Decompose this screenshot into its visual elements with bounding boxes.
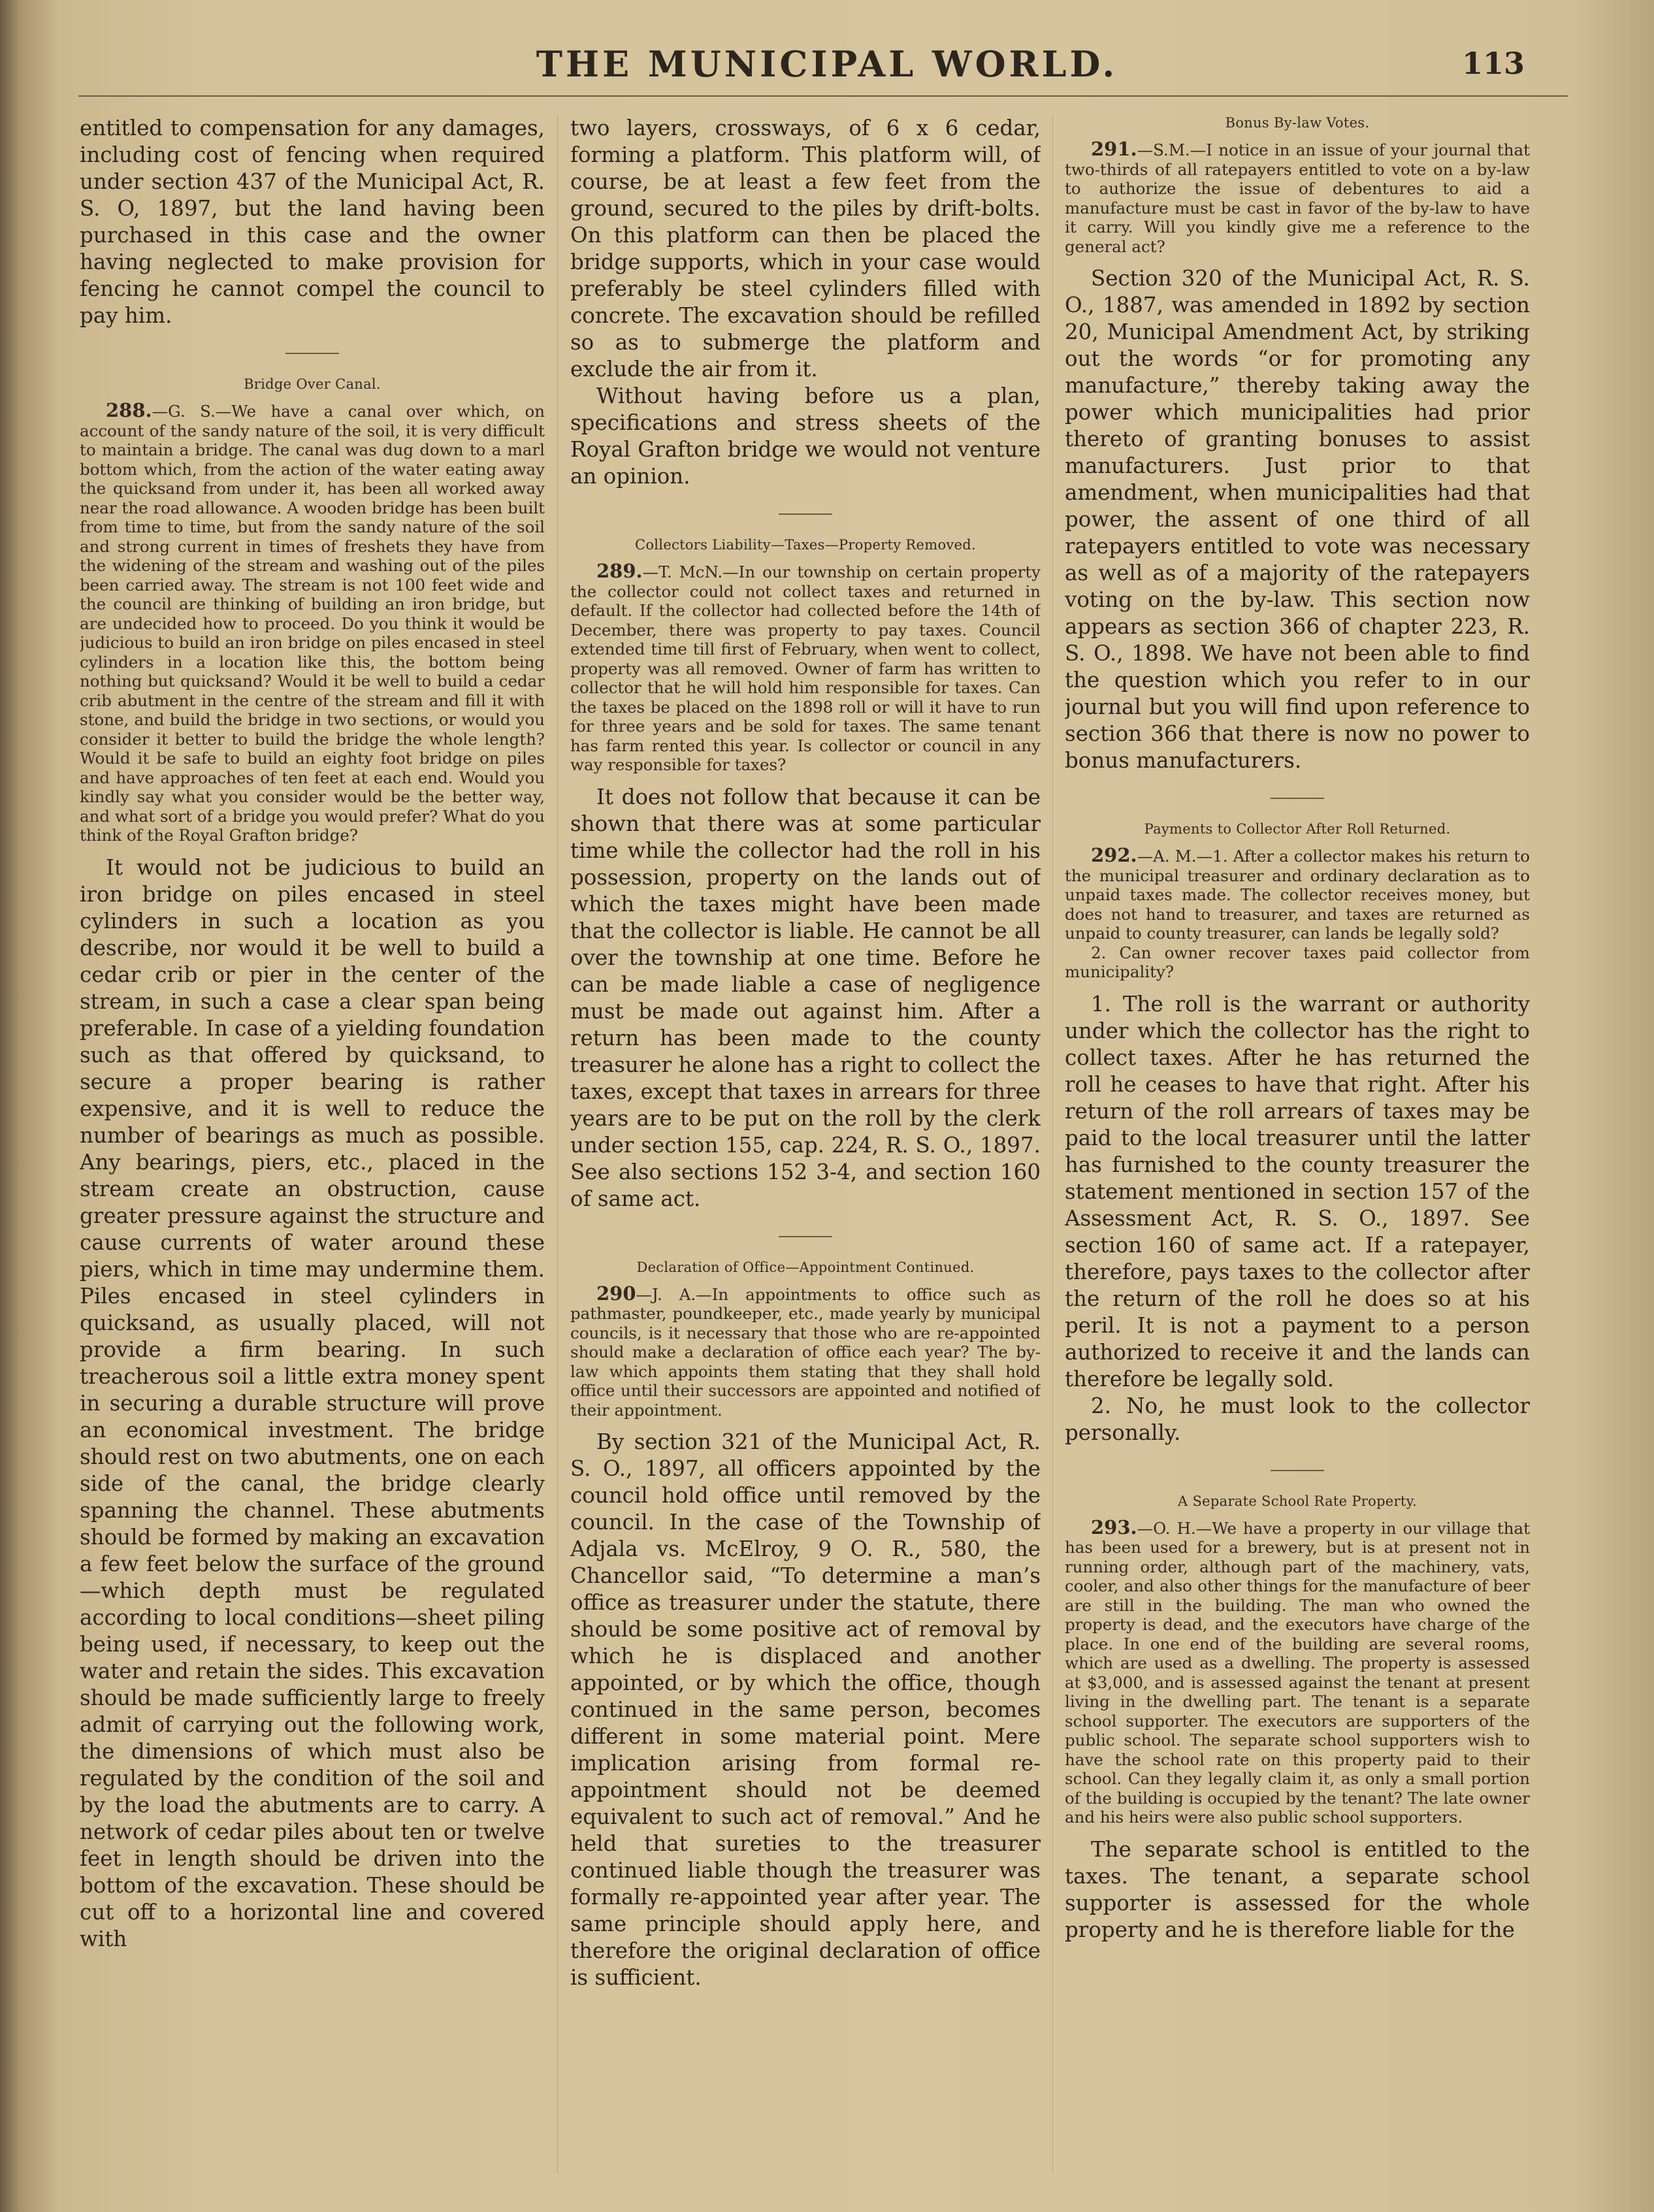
header-rule: [78, 95, 1568, 97]
answer-paragraph: Without having before us a plan, specifications and stress sheets of the Royal Grafton bridge we would not venture an opinion.: [570, 383, 1041, 489]
question-293: [1065, 1518, 1530, 1827]
question-text: —S.M.—I notice in an issue of your journal that two-thirds of all ratepayers entitled to vote on a by-law to authorize the issue of debentures to aid a manufacture must be cast in favor of the by-law to have it carry. Will you kindly give me a reference to the general act?: [1065, 140, 1530, 256]
question-290: [570, 1284, 1041, 1420]
column-separator: [557, 115, 558, 2173]
column-separator: [1052, 115, 1053, 2173]
section-heading-291: Bonus By-law Votes.: [1225, 115, 1370, 131]
question-292: [1065, 846, 1530, 943]
question-291: [1065, 140, 1530, 256]
question-288: [80, 401, 545, 845]
question-292-part-2: 2. Can owner recover taxes paid collector from municipality?: [1065, 943, 1530, 981]
column-2: [570, 115, 1041, 2179]
question-number: 290: [596, 1282, 636, 1305]
continued-paragraph: entitled to compensation for any damages, including cost of fencing when required under section 437 of the Municipal Act, R. S. O, 1897, but the land having been purchased in this case and the owner having neglected to make provision for fencing he cannot compel the council to pay him.: [80, 116, 545, 328]
continued-paragraph: two layers, crossways, of 6 x 6 cedar, forming a platform. This platform will, of course, be at least a few feet from the ground, secured to the piles by drift-bolts. On this platform can then be placed the bridge supports, which in your case would preferably be steel cylinders filled with concrete. The excavation should be refilled so as to submerge the platform and exclude the air from it.: [570, 116, 1041, 382]
answer-290: By section 321 of the Municipal Act, R. S. O., 1897, all officers appointed by the council hold office until removed by the council. In the case of the Township of Adjala vs. McElroy, 9 O. R., 580, the Chancellor said, “To determine a man’s office as treasurer under the statute, there should be some positive act of removal by which he is displaced and another appointed, or by which the office, though continued in the same person, becomes different in some material point. Mere implication arising from formal re-appointment should not be deemed equivalent to such act of removal.” And he held that sureties to the treasurer continued liable though the treasurer was formally re-appointed year after year. The same principle should apply here, and therefore the original declaration of office is sufficient.: [570, 1429, 1041, 1990]
section-divider: [285, 353, 339, 354]
column-3: [1065, 115, 1530, 2179]
question-text: —G. S.—We have a canal over which, on account of the sandy nature of the soil, it is very difficult to maintain a bridge. The canal was dug down to a marl bottom which, from the action of the water eating away the quicksand from under it, has been all worked away near the road allowance. A wooden bridge has been built from time to time, but from the sandy nature of the soil and strong current in times of freshets they have from the widening of the stream and washing out of the piles been carried away. The stream is not 100 feet wide and the council are thinking of building an iron bridge, but are undecided how to proceed. Do you think it would be judicious to build an iron bridge on piles encased in steel cylinders in a location like this, the bottom being nothing but quicksand? Would it be well to build a cedar crib abutment in the centre of the stream and fill it with stone, and build the bridge in two sections, or would you consider it better to build the bridge the whole length? Would it be safe to build an eighty foot bridge on piles and have approaches of ten feet at each end. Would you kindly say what you consider would be the better way, and what sort of a bridge you would prefer? What do you think of the Royal Grafton bridge?: [80, 402, 545, 845]
section-divider: [1271, 798, 1324, 799]
section-heading-289: Collectors Liability—Taxes—Property Removed.: [634, 537, 977, 553]
answer-291: Section 320 of the Municipal Act, R. S. O., 1887, was amended in 1892 by section 20, Municipal Amendment Act, by striking out the words “or for promoting any manufacture,” thereby taking away the power which municipalities had prior thereto of granting bonuses to assist manufacturers. Just prior to that amendment, when municipalities had that power, the assent of one third of all ratepayers entitled to vote was necessary as well as of a majority of the ratepayers voting on the by-law. This section now appears as section 366 of chapter 223, R. S. O., 1898. We have not been able to find the question which you refer to in our journal but you will find upon reference to section 366 that there is now no power to bonus manufacturers.: [1065, 266, 1530, 773]
question-text: —O. H.—We have a property in our village that has been used for a brewery, but is at present not in running order, although part of the machinery, vats, cooler, and also other things for the manufacture of beer are still in the building. The man who owned the property is dead, and the executors have charge of the place. In one end of the building are several rooms, which are used as a dwelling. The property is assessed at $3,000, and is assessed against the tenant at present living in the dwelling part. The tenant is a separate school supporter. The executors are supporters of the public school. The separate school supporters wish to have the school rate on this property paid to their school. Can they legally claim it, as only a small portion of the building is occupied by the tenant? The late owner and his heirs were also public school supporters.: [1065, 1518, 1530, 1827]
answer-292-part-2: 2. No, he must look to the collector personally.: [1065, 1393, 1530, 1445]
question-number: 289.: [596, 560, 643, 582]
journal-title: THE MUNICIPAL WORLD.: [536, 43, 1118, 85]
question-number: 293.: [1091, 1516, 1137, 1538]
section-divider: [1271, 1470, 1324, 1471]
answer-289: It does not follow that because it can be shown that there was at some particular time while the collector had the roll in his possession, property on the lands out of which the taxes might have been made that the collector is liable. He cannot be all over the township at one time. Before he can be made liable a case of negligence must be made out against him. After a return has been made to the county treasurer he alone has a right to collect the taxes, except that taxes in arrears for three years are to be put on the roll by the clerk under section 155, cap. 224, R. S. O., 1897. See also sections 152 3-4, and section 160 of same act.: [570, 784, 1041, 1211]
answer-292-part-1: 1. The roll is the warrant or authority under which the collector has the right to collect taxes. After he has returned the roll he ceases to have that right. After his return of the roll arrears of taxes may be paid to the local treasurer until the latter has furnished to the county treasurer the statement mentioned in section 157 of the Assessment Act, R. S. O., 1897. See section 160 of same act. If a ratepayer, therefore, pays taxes to the collector after the return of the roll he does so at his peril. It is not a payment to a person authorized to receive it and the lands can therefore be legally sold.: [1065, 991, 1530, 1391]
answer-293: The separate school is entitled to the taxes. The tenant, a separate school supporter is assessed for the whole property and he is therefore liable for the: [1065, 1836, 1530, 1942]
question-number: 288.: [106, 399, 152, 421]
question-text: —J. A.—In appointments to office such as pathmaster, poundkeeper, etc., made yearly by municipal councils, is it necessary that those who are re-appointed should make a declaration of office each year? The by-law which appoints them stating that they shall hold office until their successors are appointed and notified of their appointment.: [570, 1284, 1041, 1420]
question-text: —T. McN.—In our township on certain property the collector could not collect taxes and returned in default. If the collector had collected before the 14th of December, there was property to pay taxes. Council extended time till first of February, when went to collect, property was all removed. Owner of farm has written to collector that he will hold him responsible for taxes. Can the taxes be placed on the 1898 roll or will it have to run for three years and be sold for taxes. The same tenant has farm rented this year. Is collector or council in any way responsible for taxes?: [570, 562, 1041, 774]
question-text: —A. M.—1. After a collector makes his return to the municipal treasurer and ordinary declaration as to unpaid taxes made. The collector receives money, but does not hand to treasurer, and taxes are returned as unpaid to county treasurer, can lands be legally sold?: [1065, 847, 1530, 943]
section-divider: [779, 513, 832, 515]
section-heading-288: Bridge Over Canal.: [244, 376, 381, 392]
section-heading-290: Declaration of Office—Appointment Continued.: [636, 1259, 975, 1275]
section-heading-293: A Separate School Rate Property.: [1178, 1493, 1417, 1509]
section-heading-292: Payments to Collector After Roll Returned.: [1144, 821, 1451, 837]
section-divider: [779, 1236, 832, 1237]
question-number: 292.: [1091, 844, 1137, 866]
answer-288: It would not be judicious to build an iron bridge on piles encased in steel cylinders in such a location as you describe, nor would it be well to build a cedar crib or pier in the center of the stream, in such a case a clear span being preferable. In case of a yielding foundation such as that offered by quicksand, to secure a proper bearing is rather expensive, and it is well to reduce the number of bearings as much as possible. Any bearings, piers, etc., placed in the stream create an obstruction, cause greater pressure against the structure and cause currents of water around these piers, which in time may undermine them. Piles encased in steel cylinders in quicksand, as usually placed, will not provide a firm bearing. In such treacherous soil a little extra money spent in securing a durable structure will prove an economical investment. The bridge should rest on two abutments, one on each side of the canal, the bridge clearly spanning the channel. These abutments should be formed by making an excavation a few feet below the surface of the ground—which depth must be regulated according to local conditions—sheet piling being used, if necessary, to keep out the water and retain the sides. This excavation should be made sufficiently large to freely admit of carrying out the following work, the dimensions of which must also be regulated by the condition of the soil and by the load the abutments are to carry. A network of cedar piles about ten or twelve feet in length should be driven into the bottom of the excavation. These should be cut off to a horizontal line and covered with: [80, 854, 545, 1951]
column-1: [80, 115, 545, 2179]
question-number: 291.: [1091, 138, 1137, 160]
page-number: 113: [1462, 46, 1525, 81]
question-289: [570, 562, 1041, 775]
